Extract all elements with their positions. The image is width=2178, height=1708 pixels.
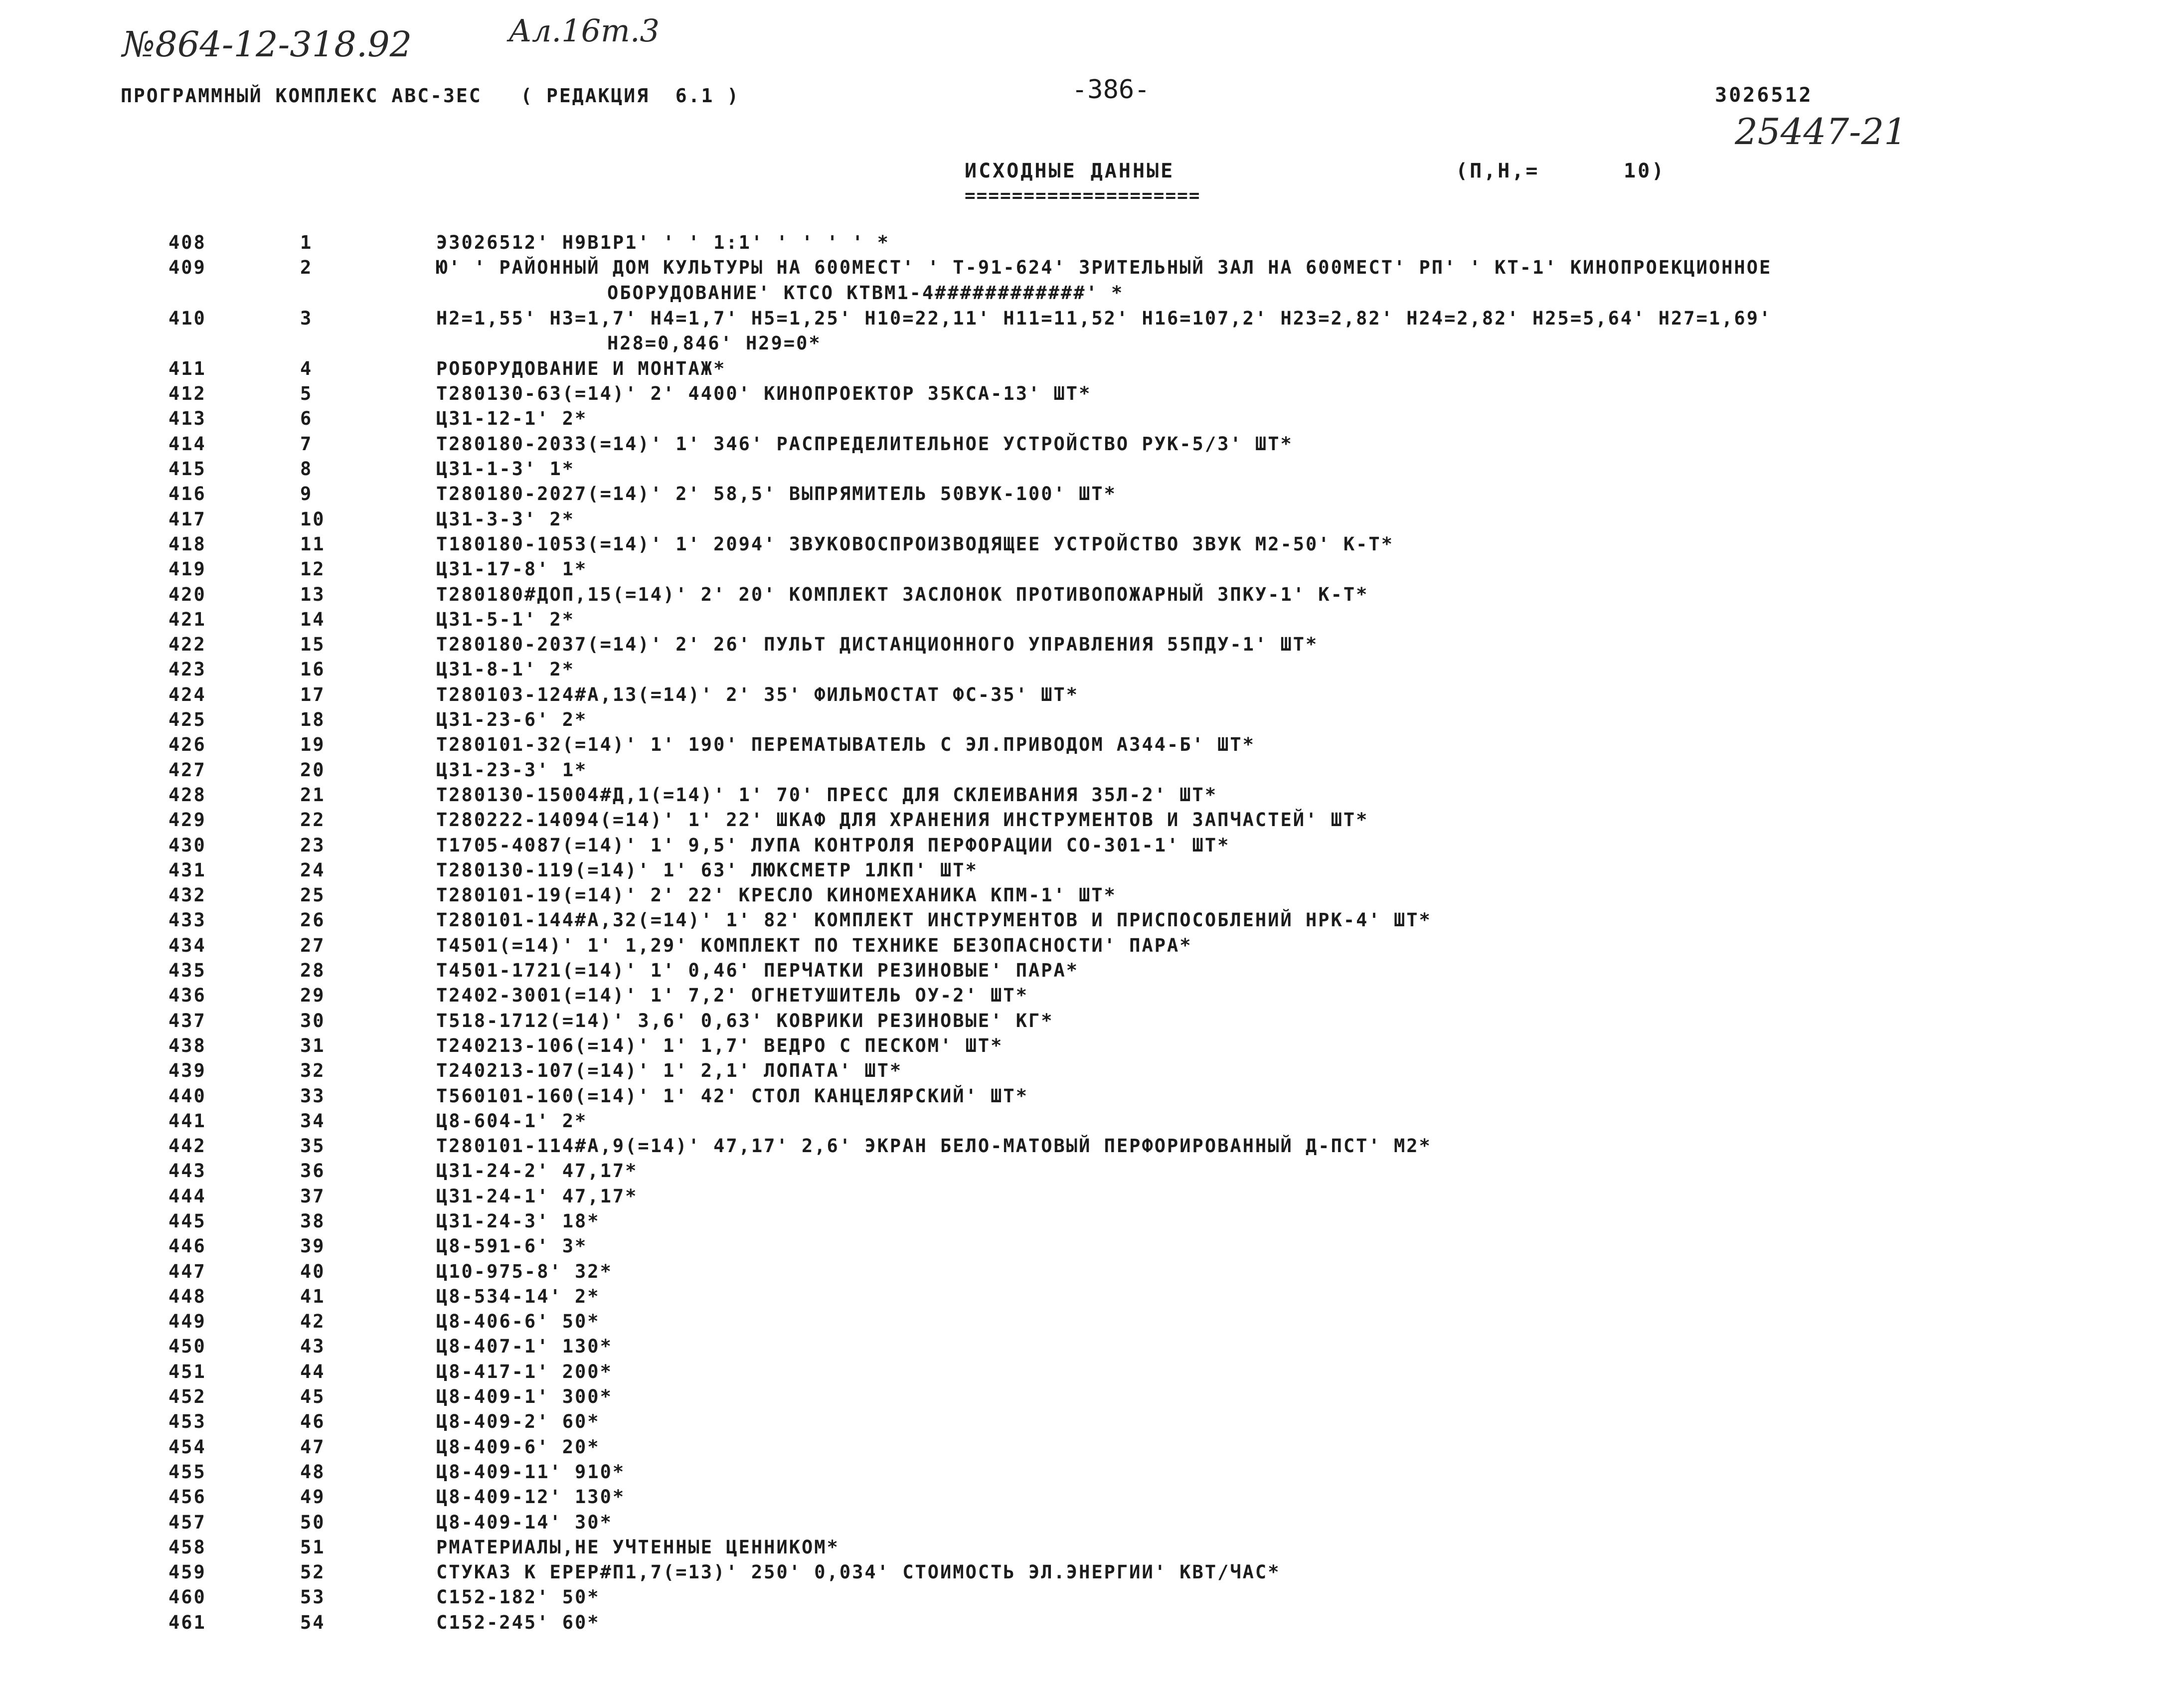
line-number: 421: [168, 608, 206, 630]
line-number: 448: [168, 1285, 206, 1307]
record-number: 24: [300, 859, 326, 881]
line-number: 449: [168, 1311, 206, 1333]
record-number: 30: [300, 1010, 326, 1031]
listing-row: [0, 458, 2178, 483]
record-text: Ц8-534-14' 2*: [436, 1285, 600, 1307]
record-text: Ц8-409-6' 20*: [436, 1436, 600, 1458]
listing-row: [0, 1110, 2178, 1135]
record-number: 40: [300, 1260, 326, 1282]
record-number: 7: [300, 433, 313, 455]
listing-row: [0, 659, 2178, 683]
record-text: Э3026512' Н9В1Р1' ' ' 1:1' ' ' ' ' *: [436, 232, 890, 253]
record-number: 53: [300, 1586, 326, 1608]
line-number: 422: [168, 634, 206, 656]
listing-row: [0, 1436, 2178, 1461]
record-number: 52: [300, 1561, 326, 1583]
record-text: Ц31-24-1' 47,17*: [436, 1185, 638, 1207]
record-text: Т280180#ДОП,15(=14)' 2' 20' КОМПЛЕКТ ЗАСЛОНОК ПРОТИВОПОЖАРНЫЙ ЗПКУ-1' К-Т*: [436, 583, 1369, 605]
listing-row: [0, 1336, 2178, 1361]
line-number: 443: [168, 1160, 206, 1182]
record-text: Ц10-975-8' 32*: [436, 1260, 613, 1282]
listing-row: [0, 1060, 2178, 1085]
record-text: Т280180-2037(=14)' 2' 26' ПУЛЬТ ДИСТАНЦИОННОГО УПРАВЛЕНИЯ 55ПДУ-1' ШТ*: [436, 634, 1319, 656]
line-number: 433: [168, 909, 206, 931]
line-number: 439: [168, 1060, 206, 1082]
listing-row: [0, 483, 2178, 508]
listing-continuation-row: [0, 333, 2178, 358]
record-text: Т280103-124#А,13(=14)' 2' 35' ФИЛЬМОСТАТ ФС-35' ШТ*: [436, 683, 1079, 705]
record-text: ОБОРУДОВАНИЕ' КТСО КТВМ1-4############' *: [607, 282, 1124, 304]
record-text: Ц31-17-8' 1*: [436, 558, 588, 580]
listing-row: [0, 1235, 2178, 1260]
line-number: 429: [168, 809, 206, 831]
listing-row: [0, 358, 2178, 383]
record-text: Ц31-1-3' 1*: [436, 458, 575, 480]
listing-row: [0, 383, 2178, 408]
line-number: 446: [168, 1235, 206, 1257]
record-text: Т280101-19(=14)' 2' 22' КРЕСЛО КИНОМЕХАНИКА КПМ-1' ШТ*: [436, 884, 1117, 906]
record-number: 48: [300, 1461, 326, 1483]
record-text: Т2402-3001(=14)' 1' 7,2' ОГНЕТУШИТЕЛЬ ОУ-2' ШТ*: [436, 985, 1028, 1007]
record-number: 26: [300, 909, 326, 931]
record-number: 14: [300, 608, 326, 630]
record-number: 6: [300, 408, 313, 430]
record-number: 3: [300, 307, 313, 329]
line-number: 452: [168, 1386, 206, 1408]
line-number: 423: [168, 659, 206, 681]
listing-row: [0, 257, 2178, 282]
line-number: 453: [168, 1411, 206, 1433]
record-text: Ц8-409-12' 130*: [436, 1486, 626, 1508]
line-number: 432: [168, 884, 206, 906]
record-number: 2: [300, 257, 313, 279]
record-number: 27: [300, 934, 326, 956]
record-number: 20: [300, 759, 326, 781]
record-text: Ц8-591-6' 3*: [436, 1235, 588, 1257]
listing-row: [0, 232, 2178, 257]
record-text: Т4501(=14)' 1' 1,29' КОМПЛЕКТ ПО ТЕХНИКЕ БЕЗОПАСНОСТИ' ПАРА*: [436, 934, 1192, 956]
record-text: Ц31-24-2' 47,17*: [436, 1160, 638, 1182]
listing-row: [0, 759, 2178, 784]
record-number: 13: [300, 583, 326, 605]
listing-row: [0, 1035, 2178, 1060]
record-number: 1: [300, 232, 313, 253]
record-number: 18: [300, 709, 326, 731]
record-number: 42: [300, 1311, 326, 1333]
listing-row: [0, 1461, 2178, 1486]
record-text: Ц31-23-6' 2*: [436, 709, 588, 731]
record-text: Н28=0,846' Н29=0*: [607, 332, 822, 354]
record-number: 41: [300, 1285, 326, 1307]
line-number: 430: [168, 834, 206, 856]
record-text: Н2=1,55' Н3=1,7' Н4=1,7' Н5=1,25' Н10=22,11' Н11=11,52' Н16=107,2' Н23=2,82' Н24=2,82' Н25=5,64' Н27=1,69': [436, 307, 1772, 329]
record-number: 10: [300, 508, 326, 530]
line-number: 412: [168, 383, 206, 405]
record-text: Т280130-119(=14)' 1' 63' ЛЮКСМЕТР 1ЛКП' ШТ*: [436, 859, 978, 881]
listing-row: [0, 985, 2178, 1010]
line-number: 442: [168, 1135, 206, 1157]
line-number: 438: [168, 1034, 206, 1056]
record-text: РМАТЕРИАЛЫ,НЕ УЧТЕННЫЕ ЦЕННИКОМ*: [436, 1536, 839, 1558]
record-number: 17: [300, 683, 326, 705]
record-number: 43: [300, 1336, 326, 1358]
line-number: 413: [168, 408, 206, 430]
record-number: 22: [300, 809, 326, 831]
listing-row: [0, 809, 2178, 834]
line-number: 457: [168, 1511, 206, 1533]
section-title: ИСХОДНЫЕ ДАННЫЕ: [965, 160, 1175, 182]
record-text: Ц8-604-1' 2*: [436, 1110, 588, 1132]
record-number: 5: [300, 383, 313, 405]
listing-row: [0, 1486, 2178, 1511]
listing-row: [0, 1186, 2178, 1210]
record-number: 12: [300, 558, 326, 580]
record-text: С152-182' 50*: [436, 1586, 600, 1608]
record-number: 15: [300, 634, 326, 656]
line-number: 441: [168, 1110, 206, 1132]
listing-continuation-row: [0, 282, 2178, 308]
record-text: Т280180-2027(=14)' 2' 58,5' ВЫПРЯМИТЕЛЬ 50ВУК-100' ШТ*: [436, 483, 1117, 505]
record-text: Т518-1712(=14)' 3,6' 0,63' КОВРИКИ РЕЗИНОВЫЕ' КГ*: [436, 1010, 1054, 1031]
listing-row: [0, 1135, 2178, 1160]
title-underline: ====================: [965, 185, 1201, 206]
line-number: 444: [168, 1185, 206, 1207]
listing-row: [0, 835, 2178, 859]
listing-row: [0, 1361, 2178, 1386]
line-number: 454: [168, 1436, 206, 1458]
listing-row: [0, 408, 2178, 433]
record-text: Ц31-23-3' 1*: [436, 759, 588, 781]
listing-row: [0, 1286, 2178, 1311]
record-number: 29: [300, 985, 326, 1007]
record-number: 4: [300, 357, 313, 379]
listing-row: [0, 1612, 2178, 1637]
line-number: 419: [168, 558, 206, 580]
record-number: 39: [300, 1235, 326, 1257]
record-text: Ц31-24-3' 18*: [436, 1210, 600, 1232]
program-header: ПРОГРАММНЫЙ КОМПЛЕКС АВС-3ЕС ( РЕДАКЦИЯ 6.1 ): [121, 85, 740, 107]
listing-row: [0, 634, 2178, 659]
line-number: 417: [168, 508, 206, 530]
record-number: 38: [300, 1210, 326, 1232]
listing-row: [0, 584, 2178, 609]
record-text: Т560101-160(=14)' 1' 42' СТОЛ КАНЦЕЛЯРСКИЙ' ШТ*: [436, 1085, 1028, 1107]
record-text: Т4501-1721(=14)' 1' 0,46' ПЕРЧАТКИ РЕЗИНОВЫЕ' ПАРА*: [436, 960, 1079, 982]
handwritten-reference: Ал.16т.3: [508, 12, 660, 49]
page-number: -386-: [1072, 75, 1150, 105]
record-text: Т280180-2033(=14)' 1' 346' РАСПРЕДЕЛИТЕЛЬНОЕ УСТРОЙСТВО РУК-5/3' ШТ*: [436, 433, 1293, 455]
record-number: 31: [300, 1034, 326, 1056]
line-number: 455: [168, 1461, 206, 1483]
record-text: Т280101-32(=14)' 1' 190' ПЕРЕМАТЫВАТЕЛЬ С ЭЛ.ПРИВОДОМ А344-Б' ШТ*: [436, 734, 1255, 756]
record-number: 28: [300, 960, 326, 982]
line-number: 458: [168, 1536, 206, 1558]
record-number: 34: [300, 1110, 326, 1132]
line-number: 415: [168, 458, 206, 480]
record-number: 21: [300, 784, 326, 806]
line-number: 450: [168, 1336, 206, 1358]
record-text: Т280222-14094(=14)' 1' 22' ШКАФ ДЛЯ ХРАНЕНИЯ ИНСТРУМЕНТОВ И ЗАПЧАСТЕЙ' ШТ*: [436, 809, 1369, 831]
record-number: 19: [300, 734, 326, 756]
listing-row: [0, 1386, 2178, 1411]
line-number: 411: [168, 357, 206, 379]
listing-row: [0, 909, 2178, 934]
record-number: 46: [300, 1411, 326, 1433]
listing-row: [0, 1311, 2178, 1336]
record-text: Ц31-5-1' 2*: [436, 608, 575, 630]
line-number: 435: [168, 960, 206, 982]
listing-row: [0, 1010, 2178, 1035]
listing-row: [0, 1537, 2178, 1561]
line-number: 459: [168, 1561, 206, 1583]
listing-row: [0, 784, 2178, 809]
line-number: 410: [168, 307, 206, 329]
record-text: С152-245' 60*: [436, 1611, 600, 1633]
record-text: Ц31-3-3' 2*: [436, 508, 575, 530]
line-number: 456: [168, 1486, 206, 1508]
line-number: 461: [168, 1611, 206, 1633]
record-text: РОБОРУДОВАНИЕ И МОНТАЖ*: [436, 357, 726, 379]
line-number: 409: [168, 257, 206, 279]
document-code: 3026512: [1715, 84, 1813, 107]
record-text: Т280130-63(=14)' 2' 4400' КИНОПРОЕКТОР 35КСА-13' ШТ*: [436, 383, 1092, 405]
record-text: Ц8-409-1' 300*: [436, 1386, 613, 1408]
line-number: 445: [168, 1210, 206, 1232]
record-number: 11: [300, 533, 326, 555]
listing-row: [0, 709, 2178, 734]
record-number: 54: [300, 1611, 326, 1633]
record-text: Т1705-4087(=14)' 1' 9,5' ЛУПА КОНТРОЛЯ ПЕРФОРАЦИИ СО-301-1' ШТ*: [436, 834, 1230, 856]
record-number: 16: [300, 659, 326, 681]
listing-row: [0, 609, 2178, 634]
listing-row: [0, 884, 2178, 909]
record-text: Ц8-409-14' 30*: [436, 1511, 613, 1533]
listing-row: [0, 684, 2178, 709]
line-number: 416: [168, 483, 206, 505]
record-number: 33: [300, 1085, 326, 1107]
line-number: 424: [168, 683, 206, 705]
listing-row: [0, 960, 2178, 985]
record-text: Ц8-409-11' 910*: [436, 1461, 626, 1483]
record-text: Ц31-8-1' 2*: [436, 659, 575, 681]
record-number: 44: [300, 1361, 326, 1382]
listing-row: [0, 308, 2178, 333]
record-number: 49: [300, 1486, 326, 1508]
line-number: 431: [168, 859, 206, 881]
line-number: 414: [168, 433, 206, 455]
line-number: 451: [168, 1361, 206, 1382]
section-parameter: (П,Н,= 10): [1456, 160, 1666, 182]
record-number: 9: [300, 483, 313, 505]
line-number: 447: [168, 1260, 206, 1282]
line-number: 420: [168, 583, 206, 605]
record-number: 51: [300, 1536, 326, 1558]
listing-row: [0, 433, 2178, 458]
record-number: 47: [300, 1436, 326, 1458]
line-number: 425: [168, 709, 206, 731]
listing-row: [0, 859, 2178, 884]
record-text: Ц8-406-6' 50*: [436, 1311, 600, 1333]
record-text: Ю' ' РАЙОННЫЙ ДОМ КУЛЬТУРЫ НА 600МЕСТ' ' Т-91-624' ЗРИТЕЛЬНЫЙ ЗАЛ НА 600МЕСТ' РП' ' КТ-1' КИНОПРОЕКЦИОННОЕ: [436, 257, 1772, 279]
record-text: Т280101-114#А,9(=14)' 47,17' 2,6' ЭКРАН БЕЛО-МАТОВЫЙ ПЕРФОРИРОВАННЫЙ Д-ПСТ' М2*: [436, 1135, 1432, 1157]
record-number: 23: [300, 834, 326, 856]
listing-row: [0, 1561, 2178, 1586]
record-text: Т240213-106(=14)' 1' 1,7' ВЕДРО С ПЕСКОМ' ШТ*: [436, 1034, 1004, 1056]
line-number: 427: [168, 759, 206, 781]
listing-row: [0, 935, 2178, 960]
record-text: Т180180-1053(=14)' 1' 2094' ЗВУКОВОСПРОИЗВОДЯЩЕЕ УСТРОЙСТВО ЗВУК М2-50' К-Т*: [436, 533, 1394, 555]
listing-row: [0, 1261, 2178, 1286]
record-number: 35: [300, 1135, 326, 1157]
line-number: 408: [168, 232, 206, 253]
record-number: 36: [300, 1160, 326, 1182]
listing-row: [0, 1085, 2178, 1110]
listing-row: [0, 558, 2178, 583]
record-number: 45: [300, 1386, 326, 1408]
line-number: 418: [168, 533, 206, 555]
record-text: Ц8-417-1' 200*: [436, 1361, 613, 1382]
record-number: 50: [300, 1511, 326, 1533]
listing-row: [0, 1411, 2178, 1436]
record-number: 25: [300, 884, 326, 906]
line-number: 426: [168, 734, 206, 756]
listing-row: [0, 533, 2178, 558]
line-number: 440: [168, 1085, 206, 1107]
record-number: 32: [300, 1060, 326, 1082]
handwritten-number: 25447-21: [1735, 111, 1907, 153]
record-text: Ц8-409-2' 60*: [436, 1411, 600, 1433]
listing-row: [0, 734, 2178, 759]
record-text: Ц31-12-1' 2*: [436, 408, 588, 430]
listing-row: [0, 1160, 2178, 1185]
line-number: 437: [168, 1010, 206, 1031]
record-text: Т280101-144#А,32(=14)' 1' 82' КОМПЛЕКТ ИНСТРУМЕНТОВ И ПРИСПОСОБЛЕНИЙ НРК-4' ШТ*: [436, 909, 1432, 931]
line-number: 436: [168, 985, 206, 1007]
record-text: Т280130-15004#Д,1(=14)' 1' 70' ПРЕСС ДЛЯ СКЛЕИВАНИЯ 35Л-2' ШТ*: [436, 784, 1218, 806]
record-text: Ц8-407-1' 130*: [436, 1336, 613, 1358]
record-number: 37: [300, 1185, 326, 1207]
listing-row: [0, 1512, 2178, 1537]
data-listing: [0, 232, 2178, 1637]
line-number: 428: [168, 784, 206, 806]
line-number: 460: [168, 1586, 206, 1608]
record-text: Т240213-107(=14)' 1' 2,1' ЛОПАТА' ШТ*: [436, 1060, 903, 1082]
listing-row: [0, 1586, 2178, 1611]
line-number: 434: [168, 934, 206, 956]
handwritten-document-id: №864-12-318.92: [122, 24, 412, 65]
record-number: 8: [300, 458, 313, 480]
listing-row: [0, 1210, 2178, 1235]
listing-row: [0, 509, 2178, 533]
record-text: СТУКАЗ К ЕРЕР#П1,7(=13)' 250' 0,034' СТОИМОСТЬ ЭЛ.ЭНЕРГИИ' КВТ/ЧАС*: [436, 1561, 1281, 1583]
